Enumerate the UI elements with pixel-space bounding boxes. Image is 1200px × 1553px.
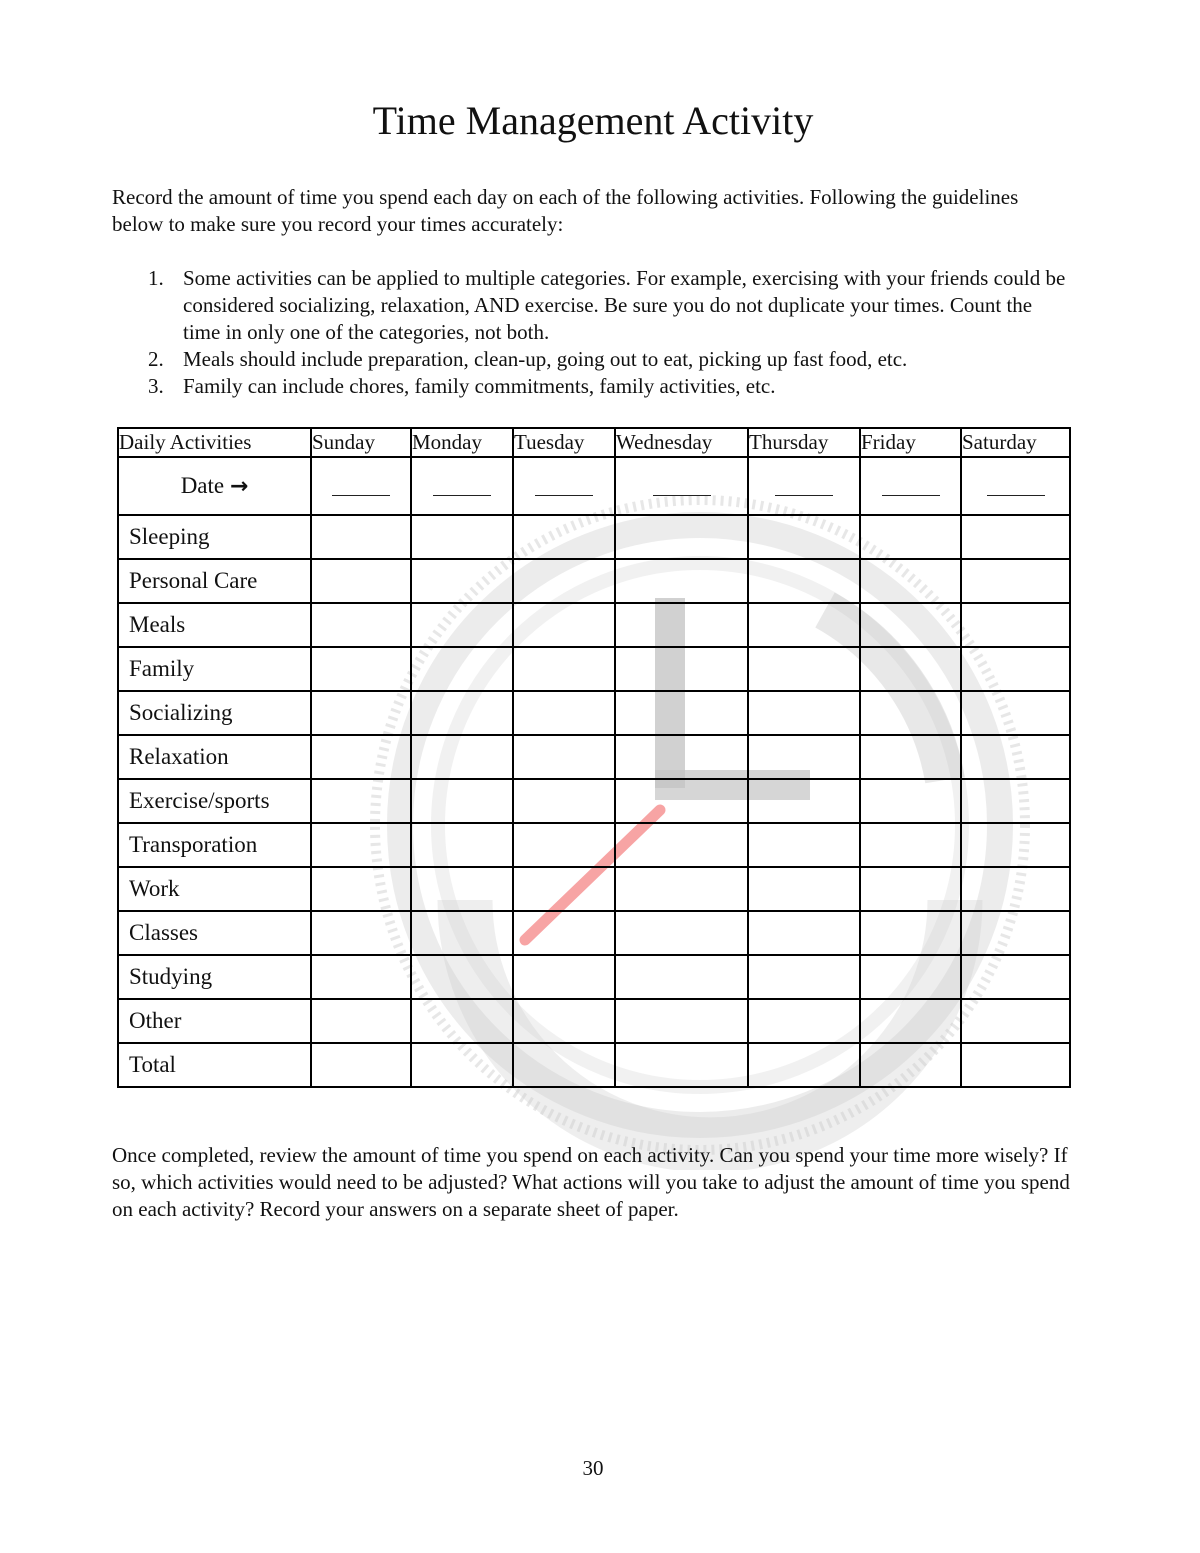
time-cell-sunday[interactable]: [311, 867, 411, 911]
table-row: [118, 955, 1070, 999]
time-cell-thursday[interactable]: [748, 823, 860, 867]
time-cell-sunday[interactable]: [311, 779, 411, 823]
table-header-row: [118, 428, 1070, 457]
date-blank-line: [775, 494, 833, 496]
time-cell-friday[interactable]: [860, 823, 961, 867]
column-header-monday: Monday: [411, 428, 513, 457]
time-cell-monday[interactable]: [411, 691, 513, 735]
time-cell-monday[interactable]: [411, 911, 513, 955]
time-cell-saturday[interactable]: [961, 779, 1070, 823]
time-cell-monday[interactable]: [411, 647, 513, 691]
activity-label: Relaxation: [118, 735, 311, 779]
time-cell-friday[interactable]: [860, 867, 961, 911]
activity-label: Work: [118, 867, 311, 911]
time-cell-tuesday[interactable]: [513, 735, 615, 779]
time-cell-saturday[interactable]: [961, 735, 1070, 779]
time-cell-wednesday[interactable]: [615, 735, 748, 779]
time-cell-sunday[interactable]: [311, 515, 411, 559]
column-header-thursday: Thursday: [748, 428, 860, 457]
instruction-text: Meals should include preparation, clean-up, going out to eat, picking up fast food, etc.: [183, 347, 908, 371]
activity-label: Total: [118, 1043, 311, 1087]
time-cell-thursday[interactable]: [748, 647, 860, 691]
instruction-text: Family can include chores, family commitments, family activities, etc.: [183, 374, 776, 398]
time-cell-tuesday[interactable]: [513, 691, 615, 735]
time-cell-monday[interactable]: [411, 867, 513, 911]
date-blank-line: [653, 494, 711, 496]
time-cell-sunday[interactable]: [311, 647, 411, 691]
time-cell-friday[interactable]: [860, 955, 961, 999]
date-input-tuesday[interactable]: [513, 457, 615, 515]
time-cell-saturday[interactable]: [961, 647, 1070, 691]
time-cell-wednesday[interactable]: [615, 911, 748, 955]
time-cell-wednesday[interactable]: [615, 779, 748, 823]
time-cell-thursday[interactable]: [748, 691, 860, 735]
time-cell-thursday[interactable]: [748, 1043, 860, 1087]
time-cell-sunday[interactable]: [311, 559, 411, 603]
time-cell-saturday[interactable]: [961, 603, 1070, 647]
time-cell-friday[interactable]: [860, 515, 961, 559]
time-cell-tuesday[interactable]: [513, 823, 615, 867]
activity-label: Studying: [118, 955, 311, 999]
time-cell-monday[interactable]: [411, 823, 513, 867]
time-cell-thursday[interactable]: [748, 999, 860, 1043]
time-cell-thursday[interactable]: [748, 955, 860, 999]
time-cell-tuesday[interactable]: [513, 647, 615, 691]
table-row: [118, 911, 1070, 955]
date-input-saturday[interactable]: [961, 457, 1070, 515]
time-cell-thursday[interactable]: [748, 779, 860, 823]
time-cell-tuesday[interactable]: [513, 779, 615, 823]
time-log-table: [117, 427, 1071, 1088]
time-cell-saturday[interactable]: [961, 867, 1070, 911]
time-cell-thursday[interactable]: [748, 603, 860, 647]
time-cell-monday[interactable]: [411, 779, 513, 823]
activity-label: Exercise/sports: [118, 779, 311, 823]
activity-label: Family: [118, 647, 311, 691]
table-row: [118, 691, 1070, 735]
time-cell-monday[interactable]: [411, 999, 513, 1043]
date-input-wednesday[interactable]: [615, 457, 748, 515]
instruction-number: 3.: [148, 374, 164, 398]
time-cell-monday[interactable]: [411, 559, 513, 603]
time-cell-tuesday[interactable]: [513, 603, 615, 647]
instruction-number: 2.: [148, 347, 164, 371]
date-label: Date: [180, 473, 225, 498]
table-row: [118, 647, 1070, 691]
date-blank-line: [882, 494, 940, 496]
table-row: [118, 779, 1070, 823]
intro-paragraph: Record the amount of time you spend each day on each of the following activities. Following the guidelines below to make sure you record your times accurately:: [112, 185, 1019, 236]
time-cell-thursday[interactable]: [748, 515, 860, 559]
closing-paragraph: Once completed, review the amount of time you spend on each activity. Can you spend your time more wisely? If so, which activities would need to be adjusted? What actions will you take to adjust the amount of time you spend on each activity? Record your answers on a separate sheet of paper.: [112, 1143, 1070, 1221]
time-cell-tuesday[interactable]: [513, 955, 615, 999]
table-row: [118, 823, 1070, 867]
time-cell-friday[interactable]: [860, 779, 961, 823]
time-cell-wednesday[interactable]: [615, 867, 748, 911]
time-cell-tuesday[interactable]: [513, 1043, 615, 1087]
date-input-monday[interactable]: [411, 457, 513, 515]
time-cell-thursday[interactable]: [748, 559, 860, 603]
page-number: 30: [582, 1456, 604, 1480]
date-blank-line: [332, 494, 390, 496]
time-cell-sunday[interactable]: [311, 999, 411, 1043]
time-cell-saturday[interactable]: [961, 911, 1070, 955]
time-cell-tuesday[interactable]: [513, 559, 615, 603]
time-cell-friday[interactable]: [860, 691, 961, 735]
time-cell-sunday[interactable]: [311, 1043, 411, 1087]
table-row: [118, 559, 1070, 603]
column-header-wednesday: Wednesday: [615, 428, 748, 457]
time-cell-tuesday[interactable]: [513, 515, 615, 559]
activity-label: Classes: [118, 911, 311, 955]
date-row: [118, 457, 1070, 515]
instruction-item: [112, 346, 1072, 373]
time-cell-thursday[interactable]: [748, 867, 860, 911]
time-cell-wednesday[interactable]: [615, 955, 748, 999]
time-cell-wednesday[interactable]: [615, 647, 748, 691]
instruction-text: Some activities can be applied to multiple categories. For example, exercising with your friends could be considered socializing, relaxation, AND exercise. Be sure you do not duplicate your times. Count the time in only one of the categories, not both.: [183, 266, 1066, 344]
time-cell-saturday[interactable]: [961, 999, 1070, 1043]
time-cell-friday[interactable]: [860, 1043, 961, 1087]
column-header-friday: Friday: [860, 428, 961, 457]
instruction-item: [112, 373, 1072, 400]
time-cell-friday[interactable]: [860, 911, 961, 955]
table-row: [118, 603, 1070, 647]
time-cell-sunday[interactable]: [311, 823, 411, 867]
date-input-friday[interactable]: [860, 457, 961, 515]
table-row: [118, 735, 1070, 779]
time-cell-friday[interactable]: [860, 647, 961, 691]
activity-label: Other: [118, 999, 311, 1043]
page-title: Time Management Activity: [372, 98, 814, 143]
time-cell-monday[interactable]: [411, 735, 513, 779]
time-cell-friday[interactable]: [860, 603, 961, 647]
time-cell-wednesday[interactable]: [615, 823, 748, 867]
instruction-number: 1.: [148, 266, 164, 290]
activity-label: Socializing: [118, 691, 311, 735]
instructions-list: [112, 265, 1072, 400]
table-row: [118, 1043, 1070, 1087]
time-cell-wednesday[interactable]: [615, 1043, 748, 1087]
time-cell-thursday[interactable]: [748, 911, 860, 955]
time-cell-wednesday[interactable]: [615, 603, 748, 647]
activity-label: Personal Care: [118, 559, 311, 603]
time-cell-friday[interactable]: [860, 559, 961, 603]
time-cell-sunday[interactable]: [311, 955, 411, 999]
activity-label: Sleeping: [118, 515, 311, 559]
time-cell-friday[interactable]: [860, 999, 961, 1043]
date-blank-line: [987, 494, 1045, 496]
date-blank-line: [433, 494, 491, 496]
table-row: [118, 867, 1070, 911]
time-cell-saturday[interactable]: [961, 515, 1070, 559]
column-header-saturday: Saturday: [961, 428, 1070, 457]
date-input-thursday[interactable]: [748, 457, 860, 515]
activity-label: Meals: [118, 603, 311, 647]
time-cell-wednesday[interactable]: [615, 999, 748, 1043]
time-cell-friday[interactable]: [860, 735, 961, 779]
table-row: [118, 999, 1070, 1043]
time-cell-sunday[interactable]: [311, 735, 411, 779]
column-header-sunday: Sunday: [311, 428, 411, 457]
instruction-item: [112, 265, 1072, 346]
time-cell-monday[interactable]: [411, 955, 513, 999]
time-cell-tuesday[interactable]: [513, 999, 615, 1043]
time-cell-monday[interactable]: [411, 603, 513, 647]
time-cell-wednesday[interactable]: [615, 691, 748, 735]
time-cell-saturday[interactable]: [961, 823, 1070, 867]
table-row: [118, 515, 1070, 559]
column-header-activities: Daily Activities: [118, 428, 311, 457]
time-cell-wednesday[interactable]: [615, 515, 748, 559]
time-cell-saturday[interactable]: [961, 1043, 1070, 1087]
time-cell-thursday[interactable]: [748, 735, 860, 779]
time-cell-monday[interactable]: [411, 1043, 513, 1087]
arrow-right-icon: →: [229, 474, 249, 499]
time-cell-saturday[interactable]: [961, 955, 1070, 999]
time-cell-sunday[interactable]: [311, 691, 411, 735]
time-cell-wednesday[interactable]: [615, 559, 748, 603]
time-cell-monday[interactable]: [411, 515, 513, 559]
time-cell-saturday[interactable]: [961, 691, 1070, 735]
time-cell-tuesday[interactable]: [513, 867, 615, 911]
date-input-sunday[interactable]: [311, 457, 411, 515]
activity-label: Transporation: [118, 823, 311, 867]
time-cell-sunday[interactable]: [311, 911, 411, 955]
date-label-cell: [118, 457, 311, 515]
time-cell-tuesday[interactable]: [513, 911, 615, 955]
date-blank-line: [535, 494, 593, 496]
time-cell-saturday[interactable]: [961, 559, 1070, 603]
time-cell-sunday[interactable]: [311, 603, 411, 647]
column-header-tuesday: Tuesday: [513, 428, 615, 457]
